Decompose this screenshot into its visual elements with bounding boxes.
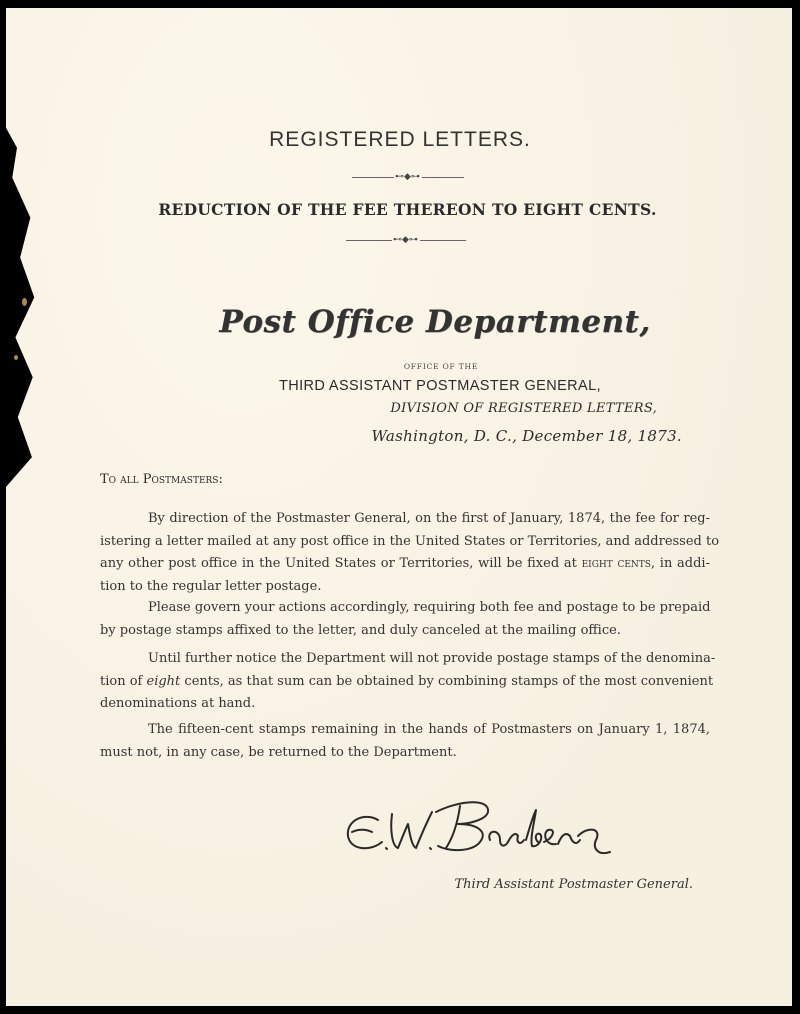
- paragraph-line: istering a letter mailed at any post office in the United States or Territories, and addressed to: [100, 533, 720, 549]
- department-heading: Post Office Department,: [219, 304, 651, 340]
- paragraph-1: [100, 508, 720, 598]
- paragraph-line: by postage stamps affixed to the letter, and duly canceled at the mailing office.: [100, 622, 621, 638]
- paragraph-line: tion to the regular letter postage.: [100, 578, 322, 594]
- line-text: tion of: [100, 673, 143, 689]
- emphasis-text: eight: [146, 673, 181, 689]
- paragraph-line: Until further notice the Department will not provide postage stamps of the denomina-: [148, 651, 716, 666]
- paper-stain: [14, 355, 18, 360]
- paragraph-3: [100, 648, 716, 716]
- paragraph-line: By direction of the Postmaster General, on the first of January, 1874, the fee for reg-: [148, 511, 710, 526]
- document-subtitle: REDUCTION OF THE FEE THEREON TO EIGHT CENTS.: [158, 200, 657, 219]
- office-of-label: OFFICE OF THE: [403, 362, 479, 371]
- paragraph-line: The fifteen-cent stamps remaining in the hands of Postmasters on January 1, 1874,: [148, 722, 710, 737]
- paragraph-4: [100, 719, 710, 764]
- divider-line: [422, 177, 464, 178]
- division-heading: DIVISION OF REGISTERED LETTERS,: [390, 401, 657, 416]
- document-title: REGISTERED LETTERS.: [269, 128, 531, 151]
- divider-line: [346, 240, 392, 241]
- paragraph-line: [100, 671, 714, 694]
- paragraph-line: denominations at hand.: [100, 696, 256, 711]
- place-date: Washington, D. C., December 18, 1873.: [371, 427, 682, 445]
- signature: [340, 790, 640, 870]
- emphasis-text: eight cents: [581, 556, 651, 571]
- paragraph-line: Please govern your actions accordingly, requiring both fee and postage to be prepaid: [148, 600, 711, 615]
- paragraph-line: must not, in any case, be returned to the Department.: [100, 744, 457, 760]
- paragraph-line: [100, 553, 710, 576]
- ornament-icon: ⊷◆⊶: [395, 171, 420, 181]
- office-heading: THIRD ASSISTANT POSTMASTER GENERAL,: [278, 378, 602, 394]
- divider-line: [420, 240, 466, 241]
- line-text: any other post office in the United States or Territories, will be fixed at: [100, 556, 577, 571]
- paragraph-2: [100, 597, 710, 642]
- divider-line: [352, 177, 394, 178]
- line-text: , in addi-: [650, 556, 710, 571]
- line-text: cents, as that sum can be obtained by combining stamps of the most convenient: [184, 673, 714, 689]
- signature-title: Third Assistant Postmaster General.: [454, 877, 693, 892]
- ornament-icon: ⊷◆⊶: [393, 234, 418, 244]
- salutation: To all Postmasters:: [100, 472, 223, 487]
